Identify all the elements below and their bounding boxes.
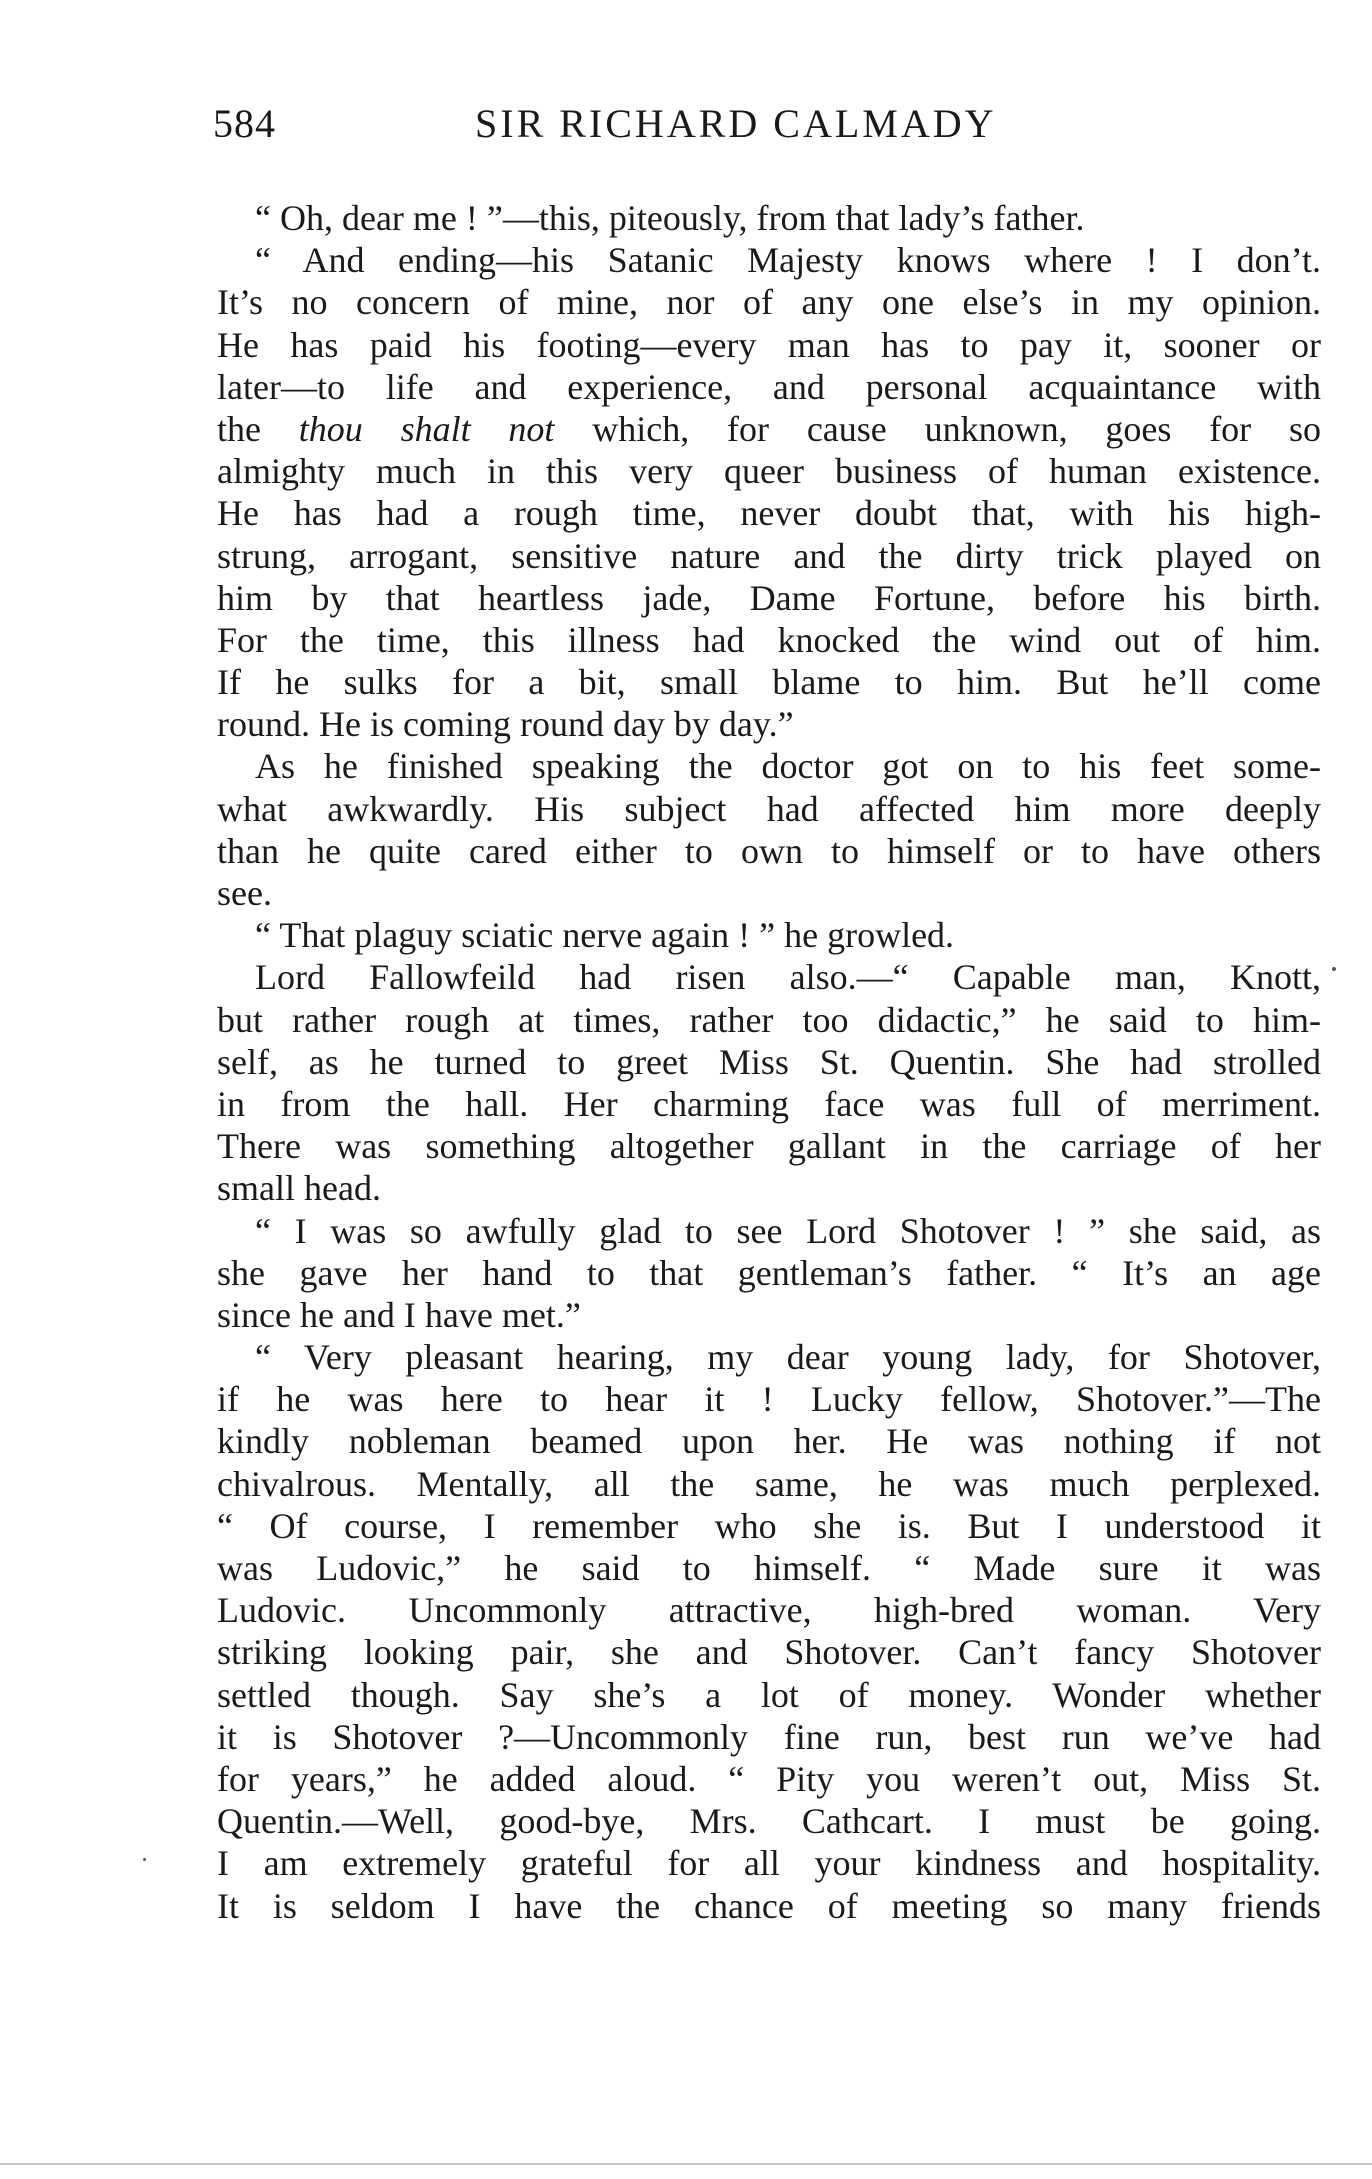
text-segment: which, for cause unknown, goes for so xyxy=(554,408,1321,449)
text-line: striking looking pair, she and Shotover. Can’t fancy Shotover xyxy=(217,1632,1321,1673)
text-line: if he was here to hear it ! Lucky fellow, Shotover.”—The xyxy=(217,1379,1321,1420)
text-line: round. He is coming round day by day.” xyxy=(217,704,794,745)
text-segment: the xyxy=(217,408,299,449)
text-line: “ Very pleasant hearing, my dear young lady, for Shotover, xyxy=(255,1337,1321,1378)
running-head: SIR RICHARD CALMADY xyxy=(475,101,997,146)
text-line: chivalrous. Mentally, all the same, he was much perplexed. xyxy=(217,1463,1321,1504)
text-line: It’s no concern of mine, nor of any one else’s in my opinion. xyxy=(217,282,1321,323)
text-line: for years,” he added aloud. “ Pity you weren’t out, Miss St. xyxy=(217,1758,1321,1799)
text-line xyxy=(217,408,1321,450)
text-line: him by that heartless jade, Dame Fortune, before his birth. xyxy=(217,577,1321,618)
text-line: she gave her hand to that gentleman’s father. “ It’s an age xyxy=(217,1252,1321,1293)
text-line: since he and I have met.” xyxy=(217,1294,581,1335)
text-line: It is seldom I have the chance of meeting so many friends xyxy=(217,1885,1321,1926)
text-line: Lord Fallowfeild had risen also.—“ Capable man, Knott, xyxy=(255,957,1321,998)
text-line: see. xyxy=(217,873,272,913)
text-line: was Ludovic,” he said to himself. “ Made sure it was xyxy=(217,1548,1321,1588)
text-line: self, as he turned to greet Miss St. Quentin. She had strolled xyxy=(217,1041,1321,1082)
text-line: He has paid his footing—every man has to pay it, sooner or xyxy=(217,324,1321,365)
text-line: it is Shotover ?—Uncommonly fine run, best run we’ve had xyxy=(217,1716,1321,1757)
text-line: “ That plaguy sciatic nerve again ! ” he growled. xyxy=(255,915,955,956)
page-edge-rule xyxy=(0,2163,1372,2165)
page-number: 584 xyxy=(213,101,276,146)
body-text xyxy=(217,197,1321,1927)
text-line: He has had a rough time, never doubt that, with his high- xyxy=(217,493,1321,534)
text-line: “ I was so awfully glad to see Lord Shotover ! ” she said, as xyxy=(255,1210,1321,1251)
print-speck xyxy=(143,1858,146,1861)
text-line: “ Oh, dear me ! ”—this, piteously, from that lady’s father. xyxy=(255,198,1085,238)
text-line: small head. xyxy=(217,1168,381,1209)
text-line: Quentin.—Well, good-bye, Mrs. Cathcart. I must be going. xyxy=(217,1801,1321,1842)
text-line: settled though. Say she’s a lot of money. Wonder whether xyxy=(217,1674,1321,1715)
text-line: but rather rough at times, rather too didactic,” he said to him- xyxy=(217,999,1321,1040)
text-line: in from the hall. Her charming face was full of merriment. xyxy=(217,1083,1321,1124)
text-line: “ Of course, I remember who she is. But I understood it xyxy=(217,1505,1321,1546)
text-line: “ And ending—his Satanic Majesty knows where ! I don’t. xyxy=(255,240,1321,281)
text-line: There was something altogether gallant in the carriage of her xyxy=(217,1126,1321,1167)
text-line: I am extremely grateful for all your kindness and hospitality. xyxy=(217,1843,1321,1884)
text-line: strung, arrogant, sensitive nature and the dirty trick played on xyxy=(217,535,1321,576)
text-line: kindly nobleman beamed upon her. He was nothing if not xyxy=(217,1421,1321,1462)
italic-phrase: thou shalt not xyxy=(298,408,555,449)
text-line: As he finished speaking the doctor got on to his feet some- xyxy=(255,746,1321,787)
text-line: If he sulks for a bit, small blame to him. But he’ll come xyxy=(217,662,1321,703)
page-header xyxy=(213,100,1318,156)
text-line: later—to life and experience, and personal acquaintance with xyxy=(217,366,1321,407)
print-speck xyxy=(1332,967,1336,971)
text-line: Ludovic. Uncommonly attractive, high-bred woman. Very xyxy=(217,1590,1321,1631)
text-line: what awkwardly. His subject had affected him more deeply xyxy=(217,788,1321,829)
text-line: than he quite cared either to own to himself or to have others xyxy=(217,830,1321,871)
text-line: almighty much in this very queer business of human existence. xyxy=(217,451,1321,492)
text-line: For the time, this illness had knocked the wind out of him. xyxy=(217,619,1321,660)
